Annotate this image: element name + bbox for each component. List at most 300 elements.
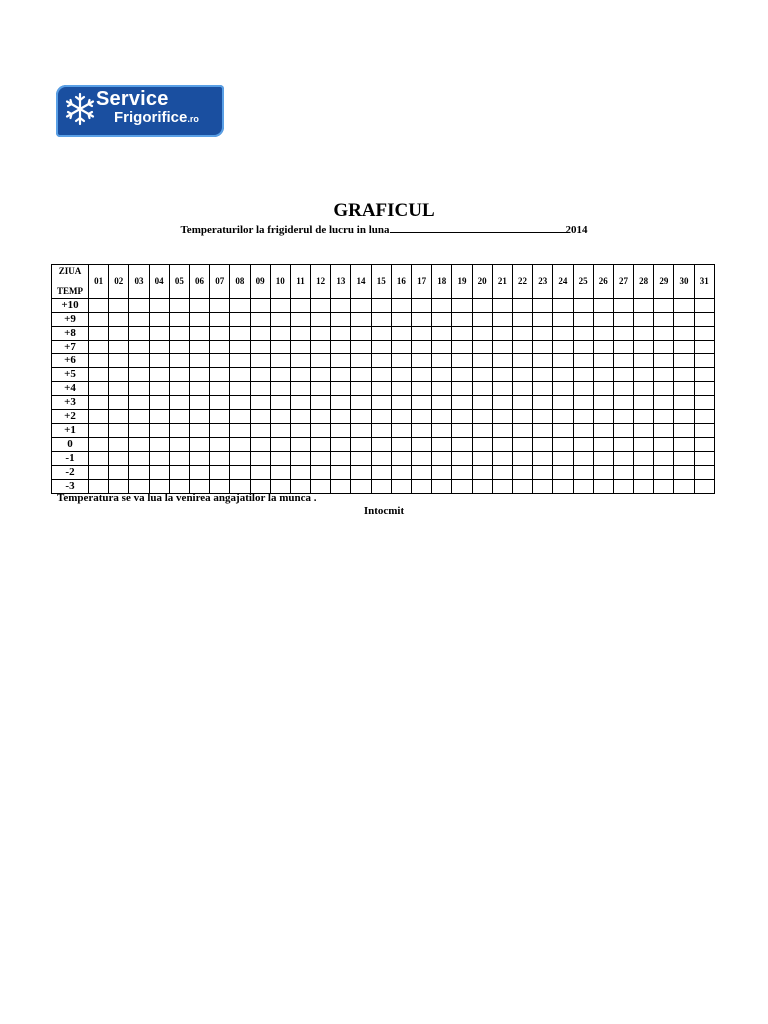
entry-cell[interactable]	[149, 396, 169, 410]
entry-cell[interactable]	[694, 437, 714, 451]
entry-cell[interactable]	[533, 465, 553, 479]
entry-cell[interactable]	[189, 340, 209, 354]
entry-cell[interactable]	[290, 382, 310, 396]
entry-cell[interactable]	[270, 396, 290, 410]
entry-cell[interactable]	[331, 437, 351, 451]
entry-cell[interactable]	[694, 396, 714, 410]
entry-cell[interactable]	[512, 382, 532, 396]
entry-cell[interactable]	[674, 382, 694, 396]
entry-cell[interactable]	[230, 437, 250, 451]
entry-cell[interactable]	[169, 410, 189, 424]
entry-cell[interactable]	[290, 437, 310, 451]
entry-cell[interactable]	[573, 382, 593, 396]
entry-cell[interactable]	[452, 340, 472, 354]
entry-cell[interactable]	[129, 326, 149, 340]
entry-cell[interactable]	[492, 312, 512, 326]
entry-cell[interactable]	[89, 465, 109, 479]
entry-cell[interactable]	[634, 396, 654, 410]
entry-cell[interactable]	[573, 451, 593, 465]
entry-cell[interactable]	[654, 382, 674, 396]
entry-cell[interactable]	[391, 451, 411, 465]
entry-cell[interactable]	[573, 396, 593, 410]
entry-cell[interactable]	[109, 396, 129, 410]
entry-cell[interactable]	[674, 354, 694, 368]
entry-cell[interactable]	[654, 437, 674, 451]
entry-cell[interactable]	[129, 437, 149, 451]
entry-cell[interactable]	[472, 354, 492, 368]
entry-cell[interactable]	[129, 423, 149, 437]
entry-cell[interactable]	[169, 437, 189, 451]
entry-cell[interactable]	[412, 410, 432, 424]
entry-cell[interactable]	[169, 396, 189, 410]
entry-cell[interactable]	[391, 396, 411, 410]
entry-cell[interactable]	[391, 437, 411, 451]
entry-cell[interactable]	[230, 354, 250, 368]
entry-cell[interactable]	[512, 396, 532, 410]
entry-cell[interactable]	[573, 326, 593, 340]
entry-cell[interactable]	[331, 368, 351, 382]
entry-cell[interactable]	[290, 423, 310, 437]
entry-cell[interactable]	[149, 465, 169, 479]
entry-cell[interactable]	[492, 423, 512, 437]
entry-cell[interactable]	[593, 312, 613, 326]
entry-cell[interactable]	[694, 382, 714, 396]
entry-cell[interactable]	[674, 410, 694, 424]
entry-cell[interactable]	[129, 382, 149, 396]
entry-cell[interactable]	[230, 312, 250, 326]
entry-cell[interactable]	[694, 298, 714, 312]
entry-cell[interactable]	[432, 354, 452, 368]
entry-cell[interactable]	[149, 382, 169, 396]
entry-cell[interactable]	[109, 410, 129, 424]
entry-cell[interactable]	[189, 451, 209, 465]
entry-cell[interactable]	[351, 423, 371, 437]
entry-cell[interactable]	[452, 479, 472, 493]
entry-cell[interactable]	[210, 340, 230, 354]
entry-cell[interactable]	[290, 396, 310, 410]
entry-cell[interactable]	[311, 396, 331, 410]
entry-cell[interactable]	[351, 354, 371, 368]
entry-cell[interactable]	[189, 326, 209, 340]
entry-cell[interactable]	[89, 410, 109, 424]
entry-cell[interactable]	[432, 410, 452, 424]
entry-cell[interactable]	[694, 354, 714, 368]
entry-cell[interactable]	[371, 451, 391, 465]
entry-cell[interactable]	[593, 465, 613, 479]
entry-cell[interactable]	[553, 354, 573, 368]
entry-cell[interactable]	[371, 410, 391, 424]
entry-cell[interactable]	[533, 298, 553, 312]
entry-cell[interactable]	[391, 312, 411, 326]
entry-cell[interactable]	[371, 479, 391, 493]
entry-cell[interactable]	[694, 465, 714, 479]
entry-cell[interactable]	[371, 326, 391, 340]
entry-cell[interactable]	[412, 312, 432, 326]
entry-cell[interactable]	[492, 451, 512, 465]
entry-cell[interactable]	[230, 340, 250, 354]
entry-cell[interactable]	[573, 465, 593, 479]
entry-cell[interactable]	[149, 479, 169, 493]
entry-cell[interactable]	[553, 465, 573, 479]
entry-cell[interactable]	[311, 451, 331, 465]
entry-cell[interactable]	[472, 479, 492, 493]
entry-cell[interactable]	[553, 423, 573, 437]
entry-cell[interactable]	[654, 312, 674, 326]
entry-cell[interactable]	[613, 326, 633, 340]
entry-cell[interactable]	[674, 437, 694, 451]
entry-cell[interactable]	[472, 423, 492, 437]
entry-cell[interactable]	[634, 298, 654, 312]
entry-cell[interactable]	[674, 312, 694, 326]
entry-cell[interactable]	[634, 326, 654, 340]
entry-cell[interactable]	[230, 396, 250, 410]
entry-cell[interactable]	[432, 465, 452, 479]
entry-cell[interactable]	[452, 437, 472, 451]
entry-cell[interactable]	[472, 396, 492, 410]
entry-cell[interactable]	[593, 479, 613, 493]
entry-cell[interactable]	[109, 382, 129, 396]
entry-cell[interactable]	[189, 410, 209, 424]
entry-cell[interactable]	[230, 298, 250, 312]
entry-cell[interactable]	[351, 451, 371, 465]
entry-cell[interactable]	[492, 382, 512, 396]
entry-cell[interactable]	[109, 298, 129, 312]
entry-cell[interactable]	[331, 396, 351, 410]
entry-cell[interactable]	[553, 382, 573, 396]
entry-cell[interactable]	[634, 354, 654, 368]
entry-cell[interactable]	[533, 479, 553, 493]
entry-cell[interactable]	[250, 479, 270, 493]
entry-cell[interactable]	[270, 451, 290, 465]
entry-cell[interactable]	[169, 340, 189, 354]
entry-cell[interactable]	[694, 326, 714, 340]
entry-cell[interactable]	[250, 382, 270, 396]
entry-cell[interactable]	[492, 340, 512, 354]
entry-cell[interactable]	[270, 326, 290, 340]
entry-cell[interactable]	[634, 465, 654, 479]
entry-cell[interactable]	[432, 298, 452, 312]
entry-cell[interactable]	[593, 396, 613, 410]
entry-cell[interactable]	[533, 423, 553, 437]
entry-cell[interactable]	[492, 396, 512, 410]
entry-cell[interactable]	[512, 479, 532, 493]
entry-cell[interactable]	[512, 340, 532, 354]
entry-cell[interactable]	[654, 326, 674, 340]
entry-cell[interactable]	[533, 368, 553, 382]
entry-cell[interactable]	[230, 382, 250, 396]
entry-cell[interactable]	[270, 298, 290, 312]
entry-cell[interactable]	[492, 465, 512, 479]
entry-cell[interactable]	[189, 312, 209, 326]
entry-cell[interactable]	[270, 465, 290, 479]
entry-cell[interactable]	[573, 298, 593, 312]
entry-cell[interactable]	[694, 312, 714, 326]
entry-cell[interactable]	[391, 479, 411, 493]
entry-cell[interactable]	[694, 451, 714, 465]
entry-cell[interactable]	[634, 382, 654, 396]
entry-cell[interactable]	[89, 451, 109, 465]
entry-cell[interactable]	[311, 465, 331, 479]
entry-cell[interactable]	[412, 368, 432, 382]
entry-cell[interactable]	[512, 437, 532, 451]
entry-cell[interactable]	[472, 451, 492, 465]
entry-cell[interactable]	[634, 437, 654, 451]
entry-cell[interactable]	[593, 368, 613, 382]
entry-cell[interactable]	[311, 382, 331, 396]
entry-cell[interactable]	[169, 312, 189, 326]
entry-cell[interactable]	[290, 410, 310, 424]
entry-cell[interactable]	[351, 298, 371, 312]
entry-cell[interactable]	[210, 298, 230, 312]
entry-cell[interactable]	[553, 340, 573, 354]
entry-cell[interactable]	[270, 368, 290, 382]
entry-cell[interactable]	[109, 368, 129, 382]
entry-cell[interactable]	[512, 354, 532, 368]
entry-cell[interactable]	[371, 340, 391, 354]
entry-cell[interactable]	[452, 368, 472, 382]
entry-cell[interactable]	[533, 451, 553, 465]
entry-cell[interactable]	[432, 312, 452, 326]
entry-cell[interactable]	[129, 368, 149, 382]
entry-cell[interactable]	[573, 437, 593, 451]
entry-cell[interactable]	[412, 354, 432, 368]
entry-cell[interactable]	[654, 451, 674, 465]
entry-cell[interactable]	[573, 312, 593, 326]
entry-cell[interactable]	[331, 326, 351, 340]
entry-cell[interactable]	[452, 354, 472, 368]
entry-cell[interactable]	[371, 396, 391, 410]
entry-cell[interactable]	[109, 479, 129, 493]
entry-cell[interactable]	[412, 451, 432, 465]
entry-cell[interactable]	[452, 423, 472, 437]
entry-cell[interactable]	[250, 298, 270, 312]
entry-cell[interactable]	[674, 368, 694, 382]
entry-cell[interactable]	[250, 410, 270, 424]
entry-cell[interactable]	[311, 410, 331, 424]
entry-cell[interactable]	[169, 368, 189, 382]
entry-cell[interactable]	[492, 437, 512, 451]
entry-cell[interactable]	[492, 326, 512, 340]
entry-cell[interactable]	[230, 410, 250, 424]
entry-cell[interactable]	[331, 410, 351, 424]
entry-cell[interactable]	[311, 354, 331, 368]
entry-cell[interactable]	[452, 298, 472, 312]
entry-cell[interactable]	[613, 410, 633, 424]
entry-cell[interactable]	[351, 326, 371, 340]
entry-cell[interactable]	[270, 382, 290, 396]
entry-cell[interactable]	[391, 326, 411, 340]
entry-cell[interactable]	[311, 312, 331, 326]
entry-cell[interactable]	[613, 312, 633, 326]
entry-cell[interactable]	[391, 368, 411, 382]
entry-cell[interactable]	[553, 437, 573, 451]
entry-cell[interactable]	[694, 340, 714, 354]
entry-cell[interactable]	[230, 465, 250, 479]
entry-cell[interactable]	[270, 423, 290, 437]
entry-cell[interactable]	[492, 410, 512, 424]
entry-cell[interactable]	[654, 410, 674, 424]
entry-cell[interactable]	[189, 382, 209, 396]
entry-cell[interactable]	[654, 298, 674, 312]
entry-cell[interactable]	[169, 423, 189, 437]
entry-cell[interactable]	[593, 437, 613, 451]
entry-cell[interactable]	[412, 326, 432, 340]
entry-cell[interactable]	[412, 396, 432, 410]
entry-cell[interactable]	[109, 354, 129, 368]
entry-cell[interactable]	[311, 437, 331, 451]
entry-cell[interactable]	[109, 312, 129, 326]
entry-cell[interactable]	[533, 396, 553, 410]
entry-cell[interactable]	[149, 340, 169, 354]
entry-cell[interactable]	[634, 340, 654, 354]
entry-cell[interactable]	[210, 312, 230, 326]
entry-cell[interactable]	[129, 298, 149, 312]
entry-cell[interactable]	[573, 340, 593, 354]
entry-cell[interactable]	[290, 340, 310, 354]
entry-cell[interactable]	[432, 326, 452, 340]
entry-cell[interactable]	[694, 423, 714, 437]
entry-cell[interactable]	[210, 396, 230, 410]
entry-cell[interactable]	[89, 326, 109, 340]
entry-cell[interactable]	[270, 354, 290, 368]
entry-cell[interactable]	[674, 465, 694, 479]
entry-cell[interactable]	[472, 465, 492, 479]
entry-cell[interactable]	[391, 410, 411, 424]
entry-cell[interactable]	[674, 479, 694, 493]
entry-cell[interactable]	[674, 396, 694, 410]
entry-cell[interactable]	[129, 340, 149, 354]
entry-cell[interactable]	[331, 298, 351, 312]
entry-cell[interactable]	[89, 340, 109, 354]
entry-cell[interactable]	[593, 298, 613, 312]
entry-cell[interactable]	[210, 368, 230, 382]
entry-cell[interactable]	[654, 479, 674, 493]
entry-cell[interactable]	[654, 423, 674, 437]
entry-cell[interactable]	[230, 368, 250, 382]
entry-cell[interactable]	[674, 340, 694, 354]
entry-cell[interactable]	[452, 396, 472, 410]
entry-cell[interactable]	[654, 368, 674, 382]
entry-cell[interactable]	[512, 368, 532, 382]
entry-cell[interactable]	[189, 368, 209, 382]
entry-cell[interactable]	[694, 368, 714, 382]
entry-cell[interactable]	[210, 465, 230, 479]
entry-cell[interactable]	[371, 465, 391, 479]
entry-cell[interactable]	[613, 396, 633, 410]
entry-cell[interactable]	[512, 312, 532, 326]
entry-cell[interactable]	[89, 312, 109, 326]
entry-cell[interactable]	[412, 437, 432, 451]
entry-cell[interactable]	[432, 340, 452, 354]
entry-cell[interactable]	[674, 451, 694, 465]
entry-cell[interactable]	[533, 382, 553, 396]
entry-cell[interactable]	[129, 354, 149, 368]
entry-cell[interactable]	[311, 340, 331, 354]
entry-cell[interactable]	[553, 451, 573, 465]
entry-cell[interactable]	[210, 354, 230, 368]
entry-cell[interactable]	[432, 382, 452, 396]
entry-cell[interactable]	[654, 340, 674, 354]
entry-cell[interactable]	[149, 368, 169, 382]
entry-cell[interactable]	[613, 354, 633, 368]
entry-cell[interactable]	[331, 465, 351, 479]
entry-cell[interactable]	[210, 451, 230, 465]
entry-cell[interactable]	[189, 423, 209, 437]
entry-cell[interactable]	[230, 479, 250, 493]
entry-cell[interactable]	[351, 340, 371, 354]
entry-cell[interactable]	[553, 298, 573, 312]
entry-cell[interactable]	[250, 368, 270, 382]
entry-cell[interactable]	[391, 340, 411, 354]
entry-cell[interactable]	[472, 312, 492, 326]
entry-cell[interactable]	[109, 326, 129, 340]
entry-cell[interactable]	[230, 451, 250, 465]
entry-cell[interactable]	[351, 465, 371, 479]
entry-cell[interactable]	[169, 354, 189, 368]
entry-cell[interactable]	[250, 451, 270, 465]
entry-cell[interactable]	[250, 465, 270, 479]
entry-cell[interactable]	[89, 298, 109, 312]
entry-cell[interactable]	[613, 465, 633, 479]
entry-cell[interactable]	[432, 451, 452, 465]
entry-cell[interactable]	[250, 396, 270, 410]
entry-cell[interactable]	[613, 437, 633, 451]
entry-cell[interactable]	[593, 410, 613, 424]
entry-cell[interactable]	[371, 437, 391, 451]
entry-cell[interactable]	[189, 396, 209, 410]
entry-cell[interactable]	[331, 312, 351, 326]
entry-cell[interactable]	[89, 396, 109, 410]
entry-cell[interactable]	[412, 298, 432, 312]
entry-cell[interactable]	[149, 354, 169, 368]
entry-cell[interactable]	[613, 451, 633, 465]
entry-cell[interactable]	[533, 326, 553, 340]
entry-cell[interactable]	[189, 298, 209, 312]
entry-cell[interactable]	[432, 396, 452, 410]
entry-cell[interactable]	[290, 312, 310, 326]
entry-cell[interactable]	[311, 479, 331, 493]
entry-cell[interactable]	[311, 423, 331, 437]
entry-cell[interactable]	[654, 396, 674, 410]
entry-cell[interactable]	[290, 451, 310, 465]
entry-cell[interactable]	[149, 326, 169, 340]
entry-cell[interactable]	[189, 437, 209, 451]
entry-cell[interactable]	[412, 479, 432, 493]
entry-cell[interactable]	[210, 479, 230, 493]
entry-cell[interactable]	[654, 354, 674, 368]
entry-cell[interactable]	[391, 465, 411, 479]
entry-cell[interactable]	[189, 479, 209, 493]
entry-cell[interactable]	[613, 382, 633, 396]
entry-cell[interactable]	[492, 354, 512, 368]
entry-cell[interactable]	[512, 451, 532, 465]
entry-cell[interactable]	[331, 423, 351, 437]
entry-cell[interactable]	[109, 465, 129, 479]
entry-cell[interactable]	[210, 437, 230, 451]
entry-cell[interactable]	[169, 479, 189, 493]
entry-cell[interactable]	[553, 326, 573, 340]
entry-cell[interactable]	[472, 298, 492, 312]
entry-cell[interactable]	[169, 382, 189, 396]
entry-cell[interactable]	[533, 437, 553, 451]
entry-cell[interactable]	[210, 423, 230, 437]
entry-cell[interactable]	[634, 312, 654, 326]
entry-cell[interactable]	[210, 382, 230, 396]
entry-cell[interactable]	[593, 451, 613, 465]
entry-cell[interactable]	[351, 368, 371, 382]
entry-cell[interactable]	[250, 312, 270, 326]
entry-cell[interactable]	[371, 382, 391, 396]
